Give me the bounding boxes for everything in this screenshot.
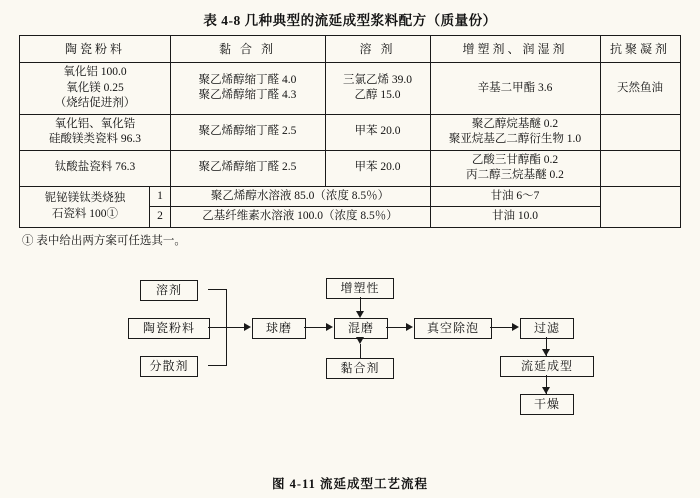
cell-anti [600,114,680,150]
cell-powder: 氧化铝、氧化锆 硅酸镁类瓷料 96.3 [20,114,170,150]
cell-plasticizer: 辛基二甲酯 3.6 [430,63,600,115]
flow-node-ballmill: 球磨 [252,318,306,339]
cell-plasticizer: 聚乙醇烷基醚 0.2 聚亚烷基乙二醇衍生物 1.0 [430,114,600,150]
flow-node-binder: 黏合剂 [326,358,394,379]
flow-node-dispersant: 分散剂 [140,356,198,377]
table-header-row [20,36,680,63]
cell-powder: 氧化铝 100.0 氧化镁 0.25 （烧结促进剂） [20,63,170,115]
cell-binder: 聚乙烯醇缩丁醛 2.5 [170,150,325,186]
cell-mixture: 聚乙烯醇水溶液 85.0（浓度 8.5％） [170,186,430,207]
figure-caption: 图 4-11 流延成型工艺流程 [272,477,428,491]
cell-solvent: 甲苯 20.0 [325,150,430,186]
flow-node-dry: 干燥 [520,394,574,415]
cell-plasticizer: 甘油 6～7 [430,186,600,207]
header-binder: 黏 合 剂 [170,36,325,63]
process-flow-diagram [0,256,700,446]
flow-node-plasticity: 增塑性 [326,278,394,299]
cell-powder: 铌铋镁钛类烧独 石瓷料 100① [20,186,150,227]
cell-option-number: 1 [150,186,170,207]
header-solvent: 溶 剂 [325,36,430,63]
flow-node-casting: 流延成型 [500,356,594,377]
flow-node-powder: 陶瓷粉料 [128,318,210,339]
table-row [20,186,680,207]
cell-plasticizer: 甘油 10.0 [430,207,600,228]
flow-node-filter: 过滤 [520,318,574,339]
cell-anti [600,186,680,227]
cell-solvent: 三氯乙烯 39.0 乙醇 15.0 [325,63,430,115]
header-plasticizer: 增塑剂、润湿剂 [430,36,600,63]
cell-option-number: 2 [150,207,170,228]
cell-binder: 聚乙烯醇缩丁醛 4.0 聚乙烯醇缩丁醛 4.3 [170,63,325,115]
cell-plasticizer: 乙酸三甘醇酯 0.2 丙二醇三烷基醚 0.2 [430,150,600,186]
flow-node-vacuum: 真空除泡 [414,318,492,339]
table-footnote: ① 表中给出两方案可任选其一。 [22,234,186,247]
header-powder: 陶瓷粉料 [20,36,170,63]
table-row [20,114,680,150]
cell-anti [600,150,680,186]
table-row [20,150,680,186]
cell-anti: 天然鱼油 [600,63,680,115]
flow-node-solvent: 溶剂 [140,280,198,301]
recipe-table [19,35,680,228]
cell-binder: 聚乙烯醇缩丁醛 2.5 [170,114,325,150]
flow-node-mix: 混磨 [334,318,388,339]
cell-solvent: 甲苯 20.0 [325,114,430,150]
header-anti: 抗聚凝剂 [600,36,680,63]
table-title: 表 4-8 几种典型的流延成型浆料配方（质量份） [203,13,497,28]
cell-powder: 钛酸盐瓷料 76.3 [20,150,170,186]
cell-mixture: 乙基纤维素水溶液 100.0（浓度 8.5％） [170,207,430,228]
table-row [20,63,680,115]
